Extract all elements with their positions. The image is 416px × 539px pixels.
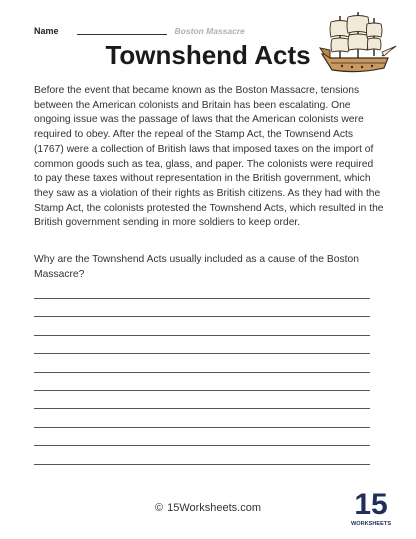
worksheet-title: Townshend Acts — [105, 40, 311, 70]
answer-line[interactable] — [34, 408, 370, 409]
header-row — [34, 26, 245, 36]
answer-line[interactable] — [34, 427, 370, 428]
answer-line[interactable] — [34, 372, 370, 373]
answer-line[interactable] — [34, 390, 370, 391]
answer-line[interactable] — [34, 464, 370, 465]
name-input-line[interactable] — [77, 34, 167, 35]
answer-line[interactable] — [34, 316, 370, 317]
logo-word: WORKSHEETS — [350, 521, 392, 527]
15-worksheets-logo-icon — [348, 486, 394, 530]
question-prompt: Why are the Townshend Acts usually included as a cause of the Boston Massacre? — [34, 254, 359, 280]
answer-line[interactable] — [34, 298, 370, 299]
topic-label: Boston Massacre — [174, 26, 245, 36]
answer-line[interactable] — [34, 445, 370, 446]
footer-site: 15Worksheets.com — [167, 502, 262, 514]
reading-passage: Before the event that became known as the Boston Massacre, tensions between the American colonists and Britain has been escalating. One ongoing issue was the passage of laws that the American colonists were required to obey. After the repeal of the Stamp Act, the Townsend Acts (1767) were a collection of British laws that imposed taxes on the import of common goods such as tea, glass, and paper. The colonists were required to pay these taxes without representation in the British government, which they saw as a violation of their rights as British citizens. As they had with the Stamp Act, the colonists protested the Townshend Acts, which resulted in the British government sending in more soldiers to keep order. — [34, 85, 384, 229]
answer-line[interactable] — [34, 353, 370, 354]
answer-line[interactable] — [34, 335, 370, 336]
name-label: Name — [34, 26, 59, 36]
copyright-symbol: © — [154, 502, 164, 514]
logo-number: 15 — [354, 488, 388, 521]
